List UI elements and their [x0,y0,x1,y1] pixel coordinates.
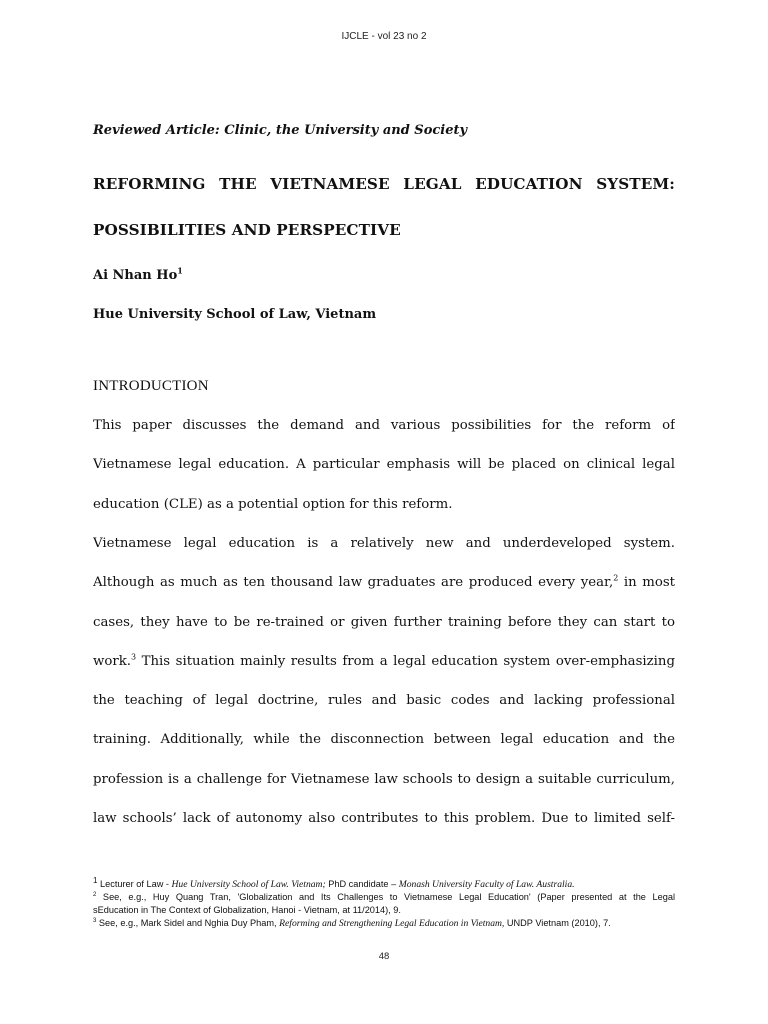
paragraph-2-line [93,563,675,602]
paragraph-2-line: law schools’ lack of autonomy also contributes to this problem. Due to limited self- [93,811,675,827]
footnote-2-text: See, e.g., Huy Quang Tran, 'Globalization and Its Challenges to Vietnamese Legal Education' (Paper presented at the Legal [96,892,675,902]
article-title-line-2: POSSIBILITIES AND PERSPECTIVE [93,221,401,239]
page-number: 48 [378,951,390,962]
section-heading: INTRODUCTION [93,378,209,394]
footnote-3-text: UNDP Vietnam (2010), 7. [504,918,611,928]
paragraph-2-line: the teaching of legal doctrine, rules and basic codes and lacking professional [93,693,675,709]
article-kicker: Reviewed Article: Clinic, the University and Society [93,123,468,138]
paragraph-2-line: training. Additionally, while the disconnection between legal education and the [93,732,675,748]
footnote-3-italic: Reforming and Strengthening Legal Education in Vietnam, [279,918,505,929]
article-title-line-1: REFORMING THE VIETNAMESE LEGAL EDUCATION SYSTEM: [93,175,675,193]
footnote-ref-3: 3 [131,652,137,662]
author-footnote-mark: 1 [177,265,183,276]
paragraph-2-line: Vietnamese legal education is a relatively new and underdeveloped system. [93,536,675,551]
paragraph-2-line: cases, they have to be re-trained or given further training before they can start to [93,614,675,630]
paragraph-2-line: profession is a challenge for Vietnamese law schools to design a suitable curriculum, [93,771,675,787]
footnote-1-italic: Monash University Faculty of Law. Australia. [398,879,575,890]
paragraph-2-text: Although as much as ten thousand law graduates are produced every year, [93,575,614,591]
footnotes [93,875,675,930]
author-affiliation: Hue University School of Law, Vietnam [93,307,377,322]
paragraph-2-text: in most [618,575,675,591]
running-head: IJCLE - vol 23 no 2 [341,31,427,42]
paragraph-1-line: education (CLE) as a potential option for this reform. [93,496,453,512]
paragraph-2 [93,524,675,838]
footnote-1-mark: 1 [93,875,98,885]
footnote-3-mark: 3 [93,917,97,924]
footnote-3-text: See, e.g., Mark Sidel and Nghia Duy Pham, [96,918,280,928]
footnote-1-italic: Hue University School of Law. Vietnam; [171,879,326,890]
footnote-3 [93,917,675,930]
footnote-1-text: Lecturer of Law - [97,879,172,889]
footnote-2-line-1 [93,891,675,904]
footnote-1-text: PhD candidate – [325,879,399,889]
paragraph-2-line [93,642,675,681]
footnote-ref-2: 2 [613,573,619,583]
footnote-2-line-2: sEducation in The Context of Globalization, Hanoi - Vietnam, at 11/2014), 9. [93,905,401,915]
paragraph-1-line: Vietnamese legal education. A particular emphasis will be placed on clinical legal [93,457,675,473]
paragraph-2-text: work. [93,653,132,669]
footnote-2-mark: 2 [93,891,97,898]
paragraph-1 [93,406,675,524]
footnote-1 [93,875,675,891]
paragraph-1-line: This paper discusses the demand and various possibilities for the reform of [93,418,675,433]
author-name [93,265,183,283]
paragraph-2-text: This situation mainly results from a legal education system over-emphasizing [136,653,675,669]
author-name-text: Ai Nhan Ho [93,268,178,283]
